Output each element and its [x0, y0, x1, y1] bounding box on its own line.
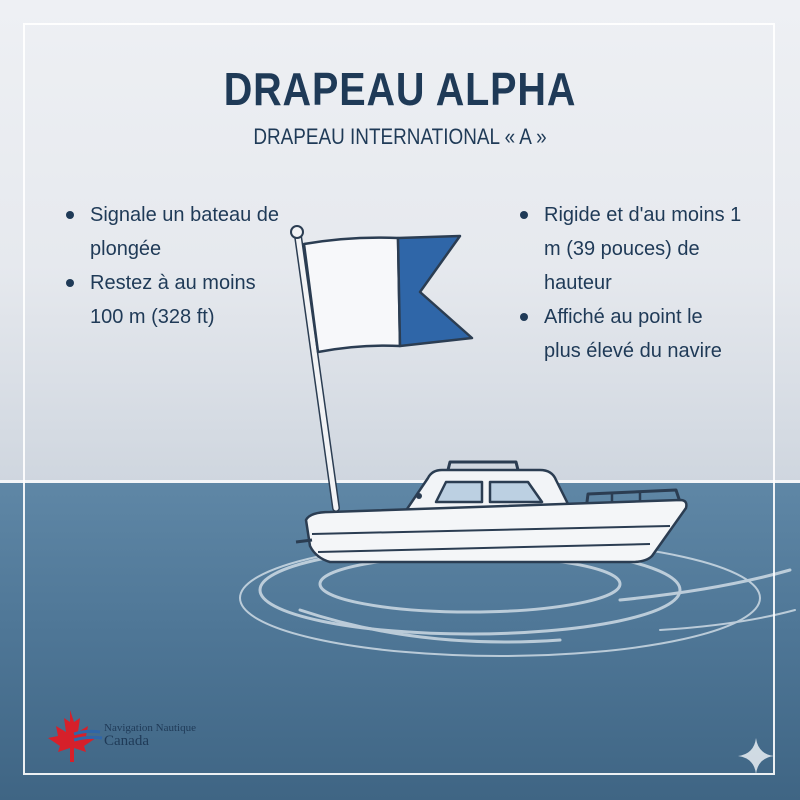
- bullet-item: Restez à au moins 100 m (328 ft): [64, 266, 290, 334]
- logo-line1: Navigation Nautique: [104, 722, 196, 734]
- page-subtitle: DRAPEAU INTERNATIONAL « A »: [253, 124, 547, 149]
- maple-leaf-icon: [44, 708, 104, 764]
- page-title: DRAPEAU ALPHA: [223, 63, 577, 115]
- bullet-item: Affiché au point le plus élevé du navire: [518, 300, 744, 368]
- left-bullet-list: [64, 198, 290, 334]
- sparkle-icon: [736, 736, 776, 776]
- bullet-item: Signale un bateau de plongée: [64, 198, 290, 266]
- right-bullet-list: [518, 198, 744, 368]
- logo-line2: Canada: [104, 733, 149, 749]
- logo: [44, 708, 244, 764]
- bullet-item: Rigide et d'au moins 1 m (39 pouces) de hauteur: [518, 198, 744, 300]
